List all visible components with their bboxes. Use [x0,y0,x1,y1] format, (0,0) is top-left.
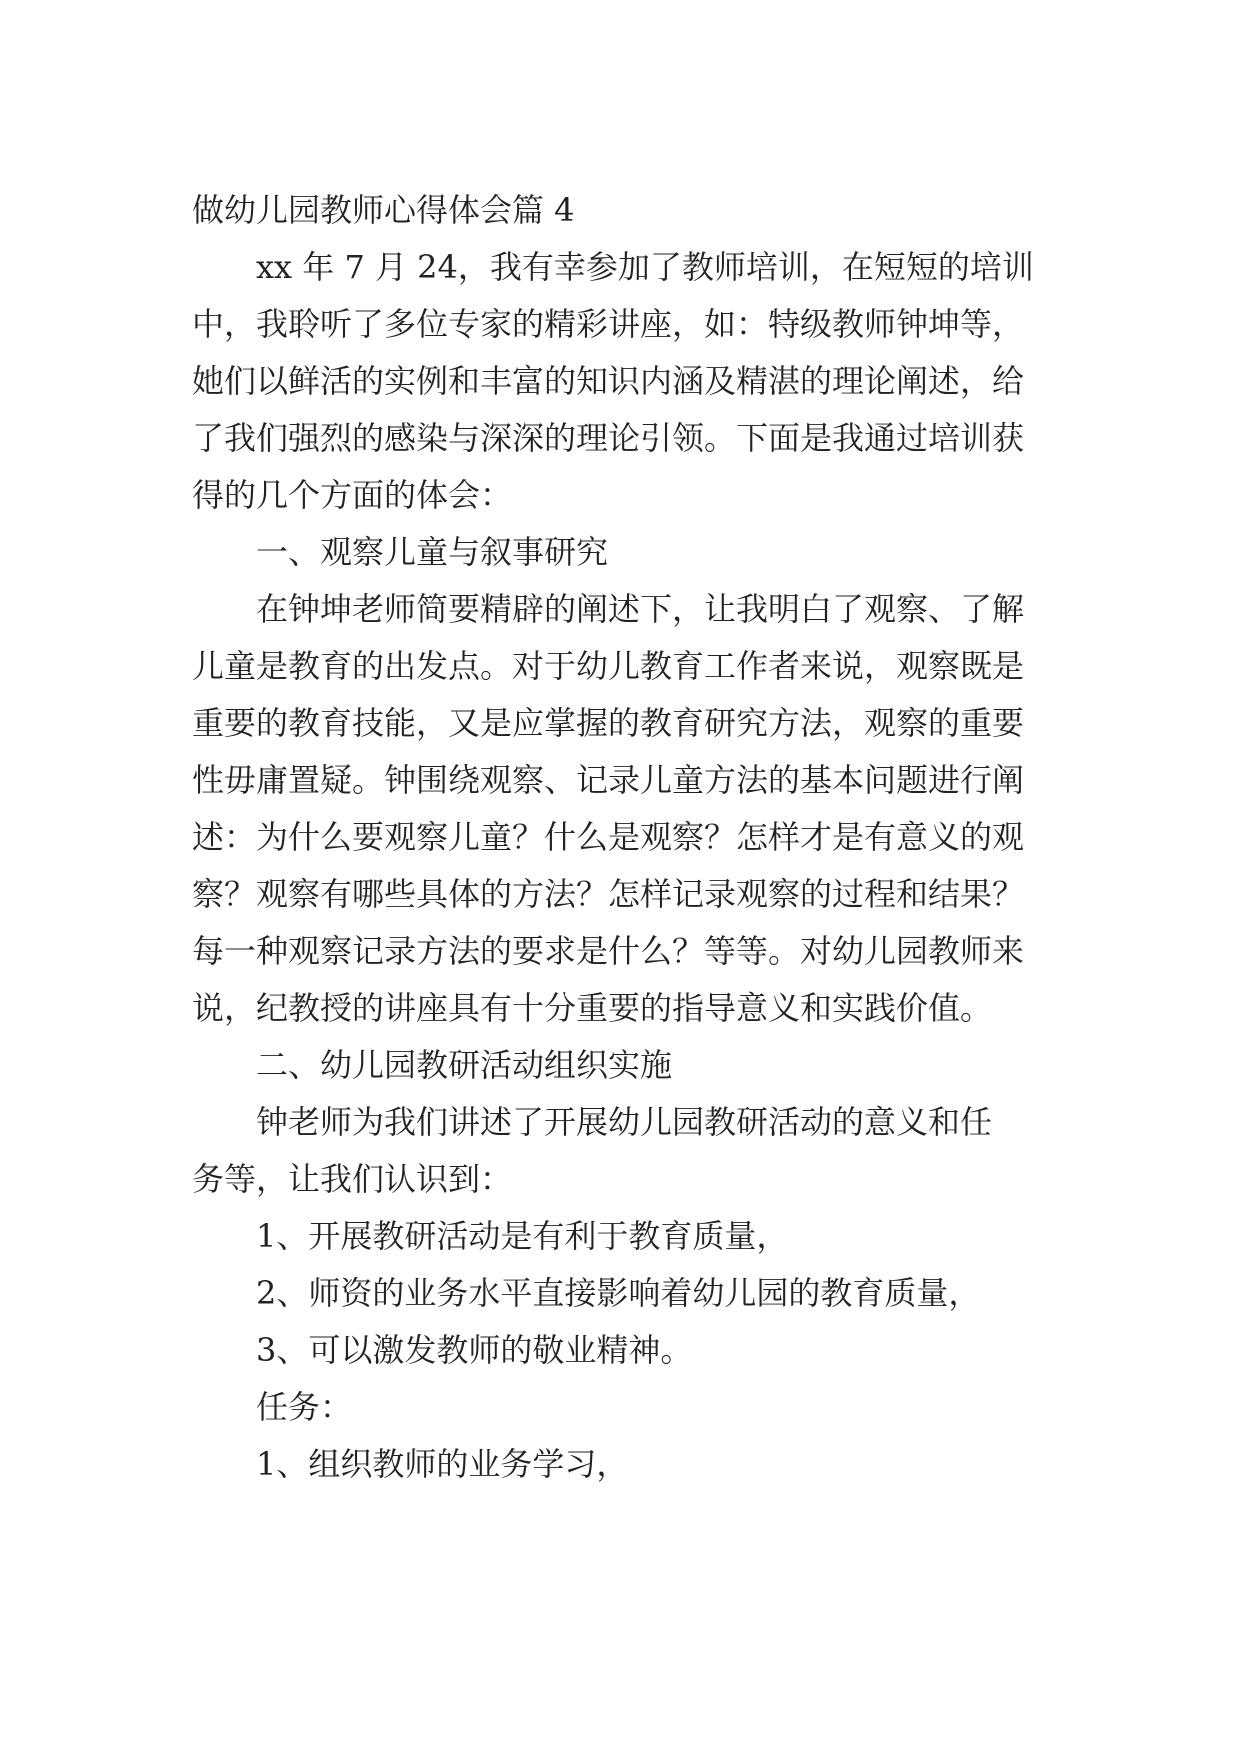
paragraph-line: 钟老师为我们讲述了开展幼儿园教研活动的意义和任 [256,1103,993,1141]
paragraph-line: 儿童是教育的出发点。对于幼儿教育工作者来说，观察既是 [192,647,1025,685]
paragraph-line: 在钟坤老师简要精辟的阐述下，让我明白了观察、了解 [256,590,1025,628]
paragraph-line: 务等，让我们认识到： [192,1160,513,1198]
paragraph-line: xx 年 7 月 24，我有幸参加了教师培训，在短短的培训 [256,248,1034,286]
paragraph-line: 她们以鲜活的实例和丰富的知识内涵及精湛的理论阐述，给 [192,362,1025,400]
list-item: 2、师资的业务水平直接影响着幼儿园的教育质量， [256,1274,981,1312]
section-heading: 二、幼儿园教研活动组织实施 [256,1046,673,1084]
document-body [192,182,1054,1493]
paragraph-line: 说，纪教授的讲座具有十分重要的指导意义和实践价值。 [192,989,993,1027]
subheading: 任务： [256,1388,353,1426]
paragraph-line: 每一种观察记录方法的要求是什么？等等。对幼儿园教师来 [192,932,1025,970]
list-item: 1、组织教师的业务学习， [256,1445,629,1483]
paragraph-line: 察？观察有哪些具体的方法？怎样记录观察的过程和结果？ [192,875,1025,913]
section-heading: 一、观察儿童与叙事研究 [256,533,609,571]
paragraph-line: 性毋庸置疑。钟围绕观察、记录儿童方法的基本问题进行阐 [192,761,1025,799]
paragraph-line: 重要的教育技能，又是应掌握的教育研究方法，观察的重要 [192,704,1025,742]
paragraph-line: 述：为什么要观察儿童？什么是观察？怎样才是有意义的观 [192,818,1025,856]
paragraph-line: 了我们强烈的感染与深深的理论引领。下面是我通过培训获 [192,419,1025,457]
list-item: 1、开展教研活动是有利于教育质量， [256,1217,789,1255]
document-title: 做幼儿园教师心得体会篇 4 [192,191,575,229]
paragraph-line: 得的几个方面的体会： [192,476,513,514]
paragraph-line: 中，我聆听了多位专家的精彩讲座，如：特级教师钟坤等， [192,305,1025,343]
list-item: 3、可以激发教师的敬业精神。 [256,1331,693,1369]
